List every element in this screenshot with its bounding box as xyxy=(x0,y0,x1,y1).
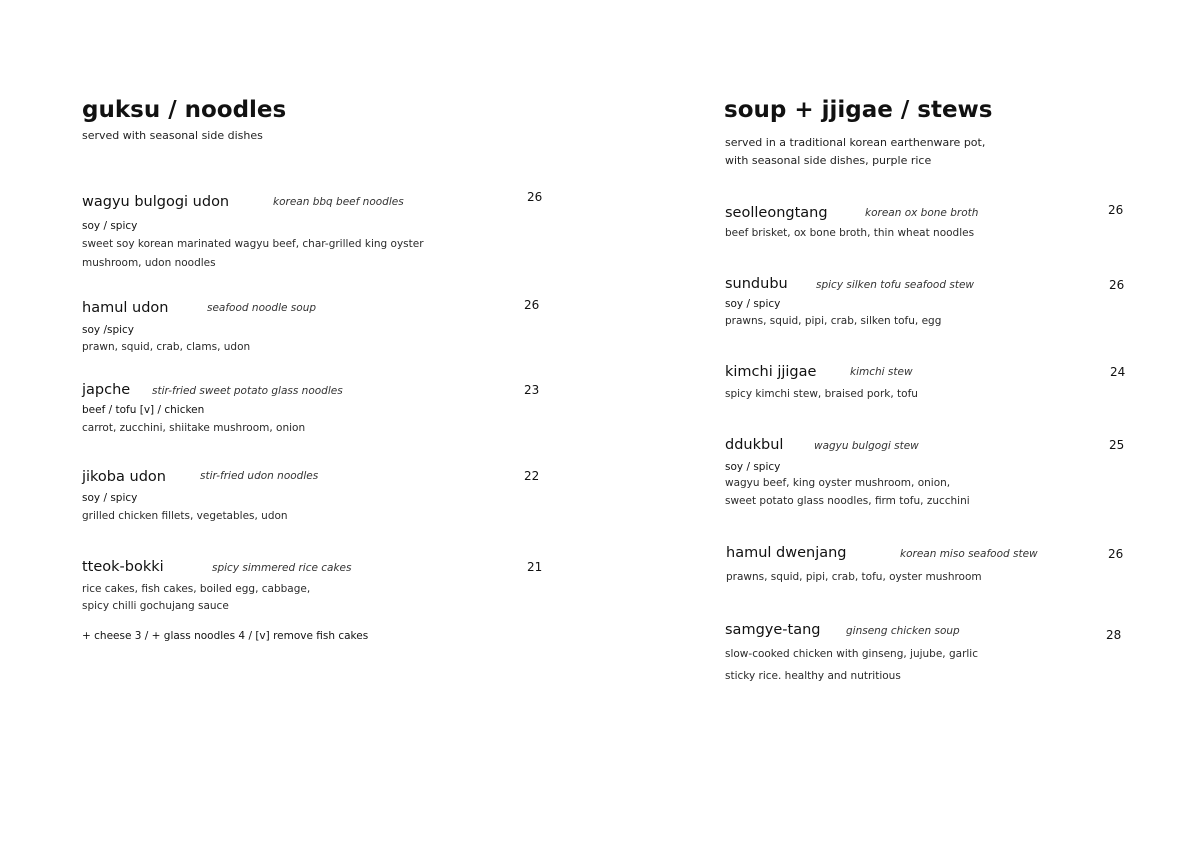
section-subtitle-stews: with seasonal side dishes, purple rice xyxy=(725,154,932,167)
menu-item-name: kimchi jjigae xyxy=(725,364,817,380)
menu-extras-note: + cheese 3 / + glass noodles 4 / [v] remove fish cakes xyxy=(82,630,369,642)
menu-item-description: wagyu bulgogi stew xyxy=(814,440,919,452)
menu-item-description: korean ox bone broth xyxy=(865,207,979,219)
menu-item-name: ddukbul xyxy=(725,437,784,453)
menu-item-options: soy / spicy xyxy=(82,220,138,232)
menu-item-options: soy /spicy xyxy=(82,324,135,336)
menu-item-price: 26 xyxy=(524,298,540,312)
menu-item-options: soy / spicy xyxy=(725,461,781,473)
menu-item-description: spicy silken tofu seafood stew xyxy=(816,279,974,291)
menu-item-ingredients: slow-cooked chicken with ginseng, jujube, garlic xyxy=(725,648,978,660)
menu-item-ingredients: rice cakes, fish cakes, boiled egg, cabbage, xyxy=(82,583,311,595)
menu-item-price: 21 xyxy=(527,560,543,574)
menu-item-ingredients: spicy kimchi stew, braised pork, tofu xyxy=(725,388,918,400)
menu-item-name: hamul udon xyxy=(82,300,169,316)
menu-item-name: seolleongtang xyxy=(725,205,828,221)
menu-item-price: 25 xyxy=(1109,438,1125,452)
menu-item-description: spicy simmered rice cakes xyxy=(212,562,352,574)
menu-item-description: stir-fried udon noodles xyxy=(200,470,319,482)
menu-item-description: ginseng chicken soup xyxy=(846,625,960,637)
menu-item-description: korean bbq beef noodles xyxy=(273,196,404,208)
menu-item-price: 22 xyxy=(524,469,540,483)
menu-item-name: japche xyxy=(82,382,131,398)
menu-item-ingredients: mushroom, udon noodles xyxy=(82,257,216,269)
menu-item-price: 26 xyxy=(1109,278,1125,292)
menu-item-name: hamul dwenjang xyxy=(726,545,847,561)
menu-item-ingredients: grilled chicken fillets, vegetables, udon xyxy=(82,510,288,522)
menu-item-description: kimchi stew xyxy=(850,366,913,378)
menu-item-price: 24 xyxy=(1110,365,1126,379)
menu-item-ingredients: prawns, squid, pipi, crab, tofu, oyster mushroom xyxy=(726,571,982,583)
menu-item-ingredients: prawn, squid, crab, clams, udon xyxy=(82,341,251,353)
section-subtitle-stews: served in a traditional korean earthenware pot, xyxy=(725,136,986,149)
menu-item-ingredients: wagyu beef, king oyster mushroom, onion, xyxy=(725,477,951,489)
menu-item-ingredients: sweet potato glass noodles, firm tofu, zucchini xyxy=(725,495,970,507)
menu-item-price: 26 xyxy=(1108,547,1124,561)
menu-item-name: samgye-tang xyxy=(725,622,821,638)
menu-item-price: 26 xyxy=(1108,203,1124,217)
menu-item-description: stir-fried sweet potato glass noodles xyxy=(152,385,343,397)
menu-item-ingredients: spicy chilli gochujang sauce xyxy=(82,600,229,612)
menu-item-ingredients: beef brisket, ox bone broth, thin wheat noodles xyxy=(725,227,975,239)
section-title-stews: soup + jjigae / stews xyxy=(724,97,993,123)
menu-item-price: 28 xyxy=(1106,628,1122,642)
menu-item-price: 26 xyxy=(527,190,543,204)
menu-item-price: 23 xyxy=(524,383,540,397)
menu-item-name: jikoba udon xyxy=(82,469,166,485)
menu-item-name: sundubu xyxy=(725,276,788,292)
menu-item-options: soy / spicy xyxy=(725,298,781,310)
menu-item-ingredients: sticky rice. healthy and nutritious xyxy=(725,670,901,682)
section-subtitle-noodles: served with seasonal side dishes xyxy=(82,129,263,142)
menu-item-description: seafood noodle soup xyxy=(207,302,317,314)
menu-item-ingredients: sweet soy korean marinated wagyu beef, char-grilled king oyster xyxy=(82,238,424,250)
menu-item-ingredients: prawns, squid, pipi, crab, silken tofu, egg xyxy=(725,315,942,327)
menu-item-options: soy / spicy xyxy=(82,492,138,504)
section-title-noodles: guksu / noodles xyxy=(82,97,287,123)
menu-item-name: tteok-bokki xyxy=(82,559,164,575)
menu-item-ingredients: carrot, zucchini, shiitake mushroom, onion xyxy=(82,422,306,434)
menu-item-name: wagyu bulgogi udon xyxy=(82,194,230,210)
menu-item-options: beef / tofu [v] / chicken xyxy=(82,404,205,416)
menu-item-description: korean miso seafood stew xyxy=(900,548,1038,560)
